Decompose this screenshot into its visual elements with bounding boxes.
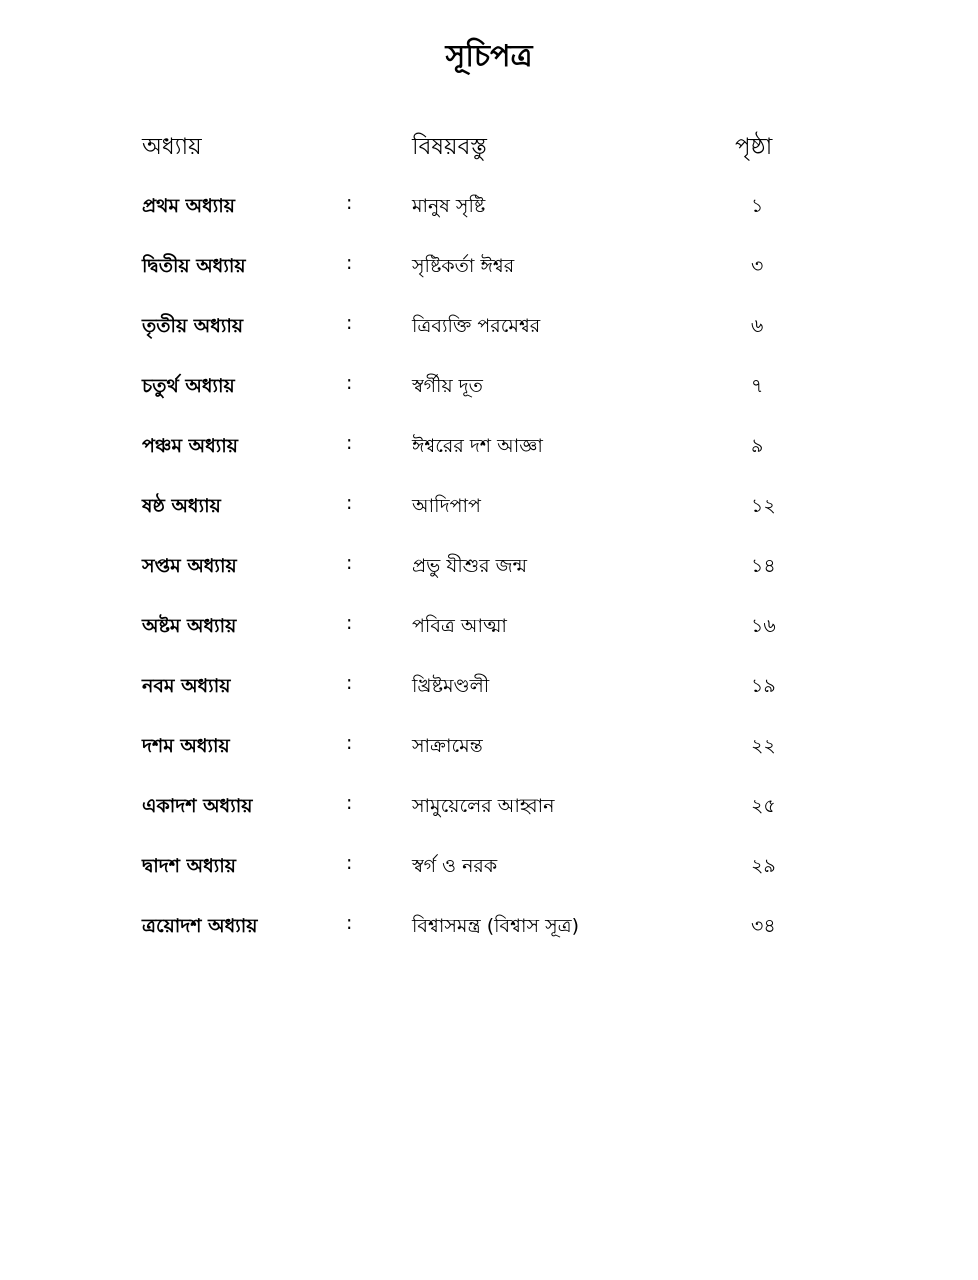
page-number: ৩৪ xyxy=(751,915,776,937)
page-number: ১৬ xyxy=(751,615,776,637)
subject-label: স্বর্গীয় দূত xyxy=(412,375,483,397)
chapter-label: চতুর্থ অধ্যায় xyxy=(142,375,235,397)
toc-row xyxy=(0,190,978,250)
chapter-label: সপ্তম অধ্যায় xyxy=(142,555,237,577)
separator: : xyxy=(346,852,353,874)
separator: : xyxy=(346,372,353,394)
toc-row xyxy=(0,730,978,790)
separator: : xyxy=(346,732,353,754)
toc-row xyxy=(0,850,978,910)
page-number: ৭ xyxy=(751,375,764,397)
toc-row xyxy=(0,910,978,970)
chapter-label: তৃতীয় অধ্যায় xyxy=(142,315,244,337)
toc-header-row xyxy=(0,128,978,164)
subject-label: সামুয়েলের আহ্বান xyxy=(412,795,555,817)
toc-row xyxy=(0,310,978,370)
subject-label: স্বর্গ ও নরক xyxy=(412,855,498,877)
page-number: ২৯ xyxy=(751,855,776,877)
subject-label: মানুষ সৃষ্টি xyxy=(412,195,486,217)
page-number: ৩ xyxy=(751,255,764,277)
subject-label: খ্রিষ্টমণ্ডলী xyxy=(412,675,490,697)
toc-row xyxy=(0,490,978,550)
chapter-label: দ্বাদশ অধ্যায় xyxy=(142,855,236,877)
separator: : xyxy=(346,192,353,214)
page-number: ৯ xyxy=(751,435,764,457)
toc-row xyxy=(0,670,978,730)
header-subject: বিষয়বস্তু xyxy=(412,134,487,160)
page-number: ২৫ xyxy=(751,795,776,817)
toc-row xyxy=(0,370,978,430)
separator: : xyxy=(346,912,353,934)
subject-label: সাক্রামেন্ত xyxy=(412,735,483,757)
separator: : xyxy=(346,552,353,574)
page-number: ১ xyxy=(751,195,764,217)
subject-label: সৃষ্টিকর্তা ঈশ্বর xyxy=(412,255,515,277)
toc-row xyxy=(0,610,978,670)
page-number: ৬ xyxy=(751,315,764,337)
separator: : xyxy=(346,672,353,694)
chapter-label: দ্বিতীয় অধ্যায় xyxy=(142,255,246,277)
separator: : xyxy=(346,312,353,334)
subject-label: পবিত্র আত্মা xyxy=(412,615,507,637)
separator: : xyxy=(346,252,353,274)
subject-label: ঈশ্বরের দশ আজ্ঞা xyxy=(412,435,543,457)
chapter-label: অষ্টম অধ্যায় xyxy=(142,615,237,637)
chapter-label: ষষ্ঠ অধ্যায় xyxy=(142,495,221,517)
chapter-label: প্রথম অধ্যায় xyxy=(142,195,235,217)
toc-list xyxy=(0,190,978,970)
chapter-label: ত্রয়োদশ অধ্যায় xyxy=(142,915,258,937)
chapter-label: একাদশ অধ্যায় xyxy=(142,795,253,817)
subject-label: আদিপাপ xyxy=(412,495,481,517)
chapter-label: নবম অধ্যায় xyxy=(142,675,231,697)
page-number: ১৪ xyxy=(751,555,776,577)
header-page: পৃষ্ঠা xyxy=(735,134,773,160)
chapter-label: পঞ্চম অধ্যায় xyxy=(142,435,238,457)
toc-row xyxy=(0,430,978,490)
subject-label: বিশ্বাসমন্ত্র (বিশ্বাস সূত্র) xyxy=(412,915,579,937)
page-number: ২২ xyxy=(751,735,776,757)
page-number: ১৯ xyxy=(751,675,776,697)
separator: : xyxy=(346,612,353,634)
subject-label: ত্রিব্যক্তি পরমেশ্বর xyxy=(412,315,541,337)
page-number: ১২ xyxy=(751,495,776,517)
separator: : xyxy=(346,492,353,514)
header-chapter: অধ্যায় xyxy=(142,134,202,160)
toc-row xyxy=(0,250,978,310)
separator: : xyxy=(346,792,353,814)
page-title: সূচিপত্র xyxy=(445,39,533,74)
chapter-label: দশম অধ্যায় xyxy=(142,735,230,757)
subject-label: প্রভু যীশুর জন্ম xyxy=(412,555,527,577)
toc-row xyxy=(0,550,978,610)
separator: : xyxy=(346,432,353,454)
toc-row xyxy=(0,790,978,850)
